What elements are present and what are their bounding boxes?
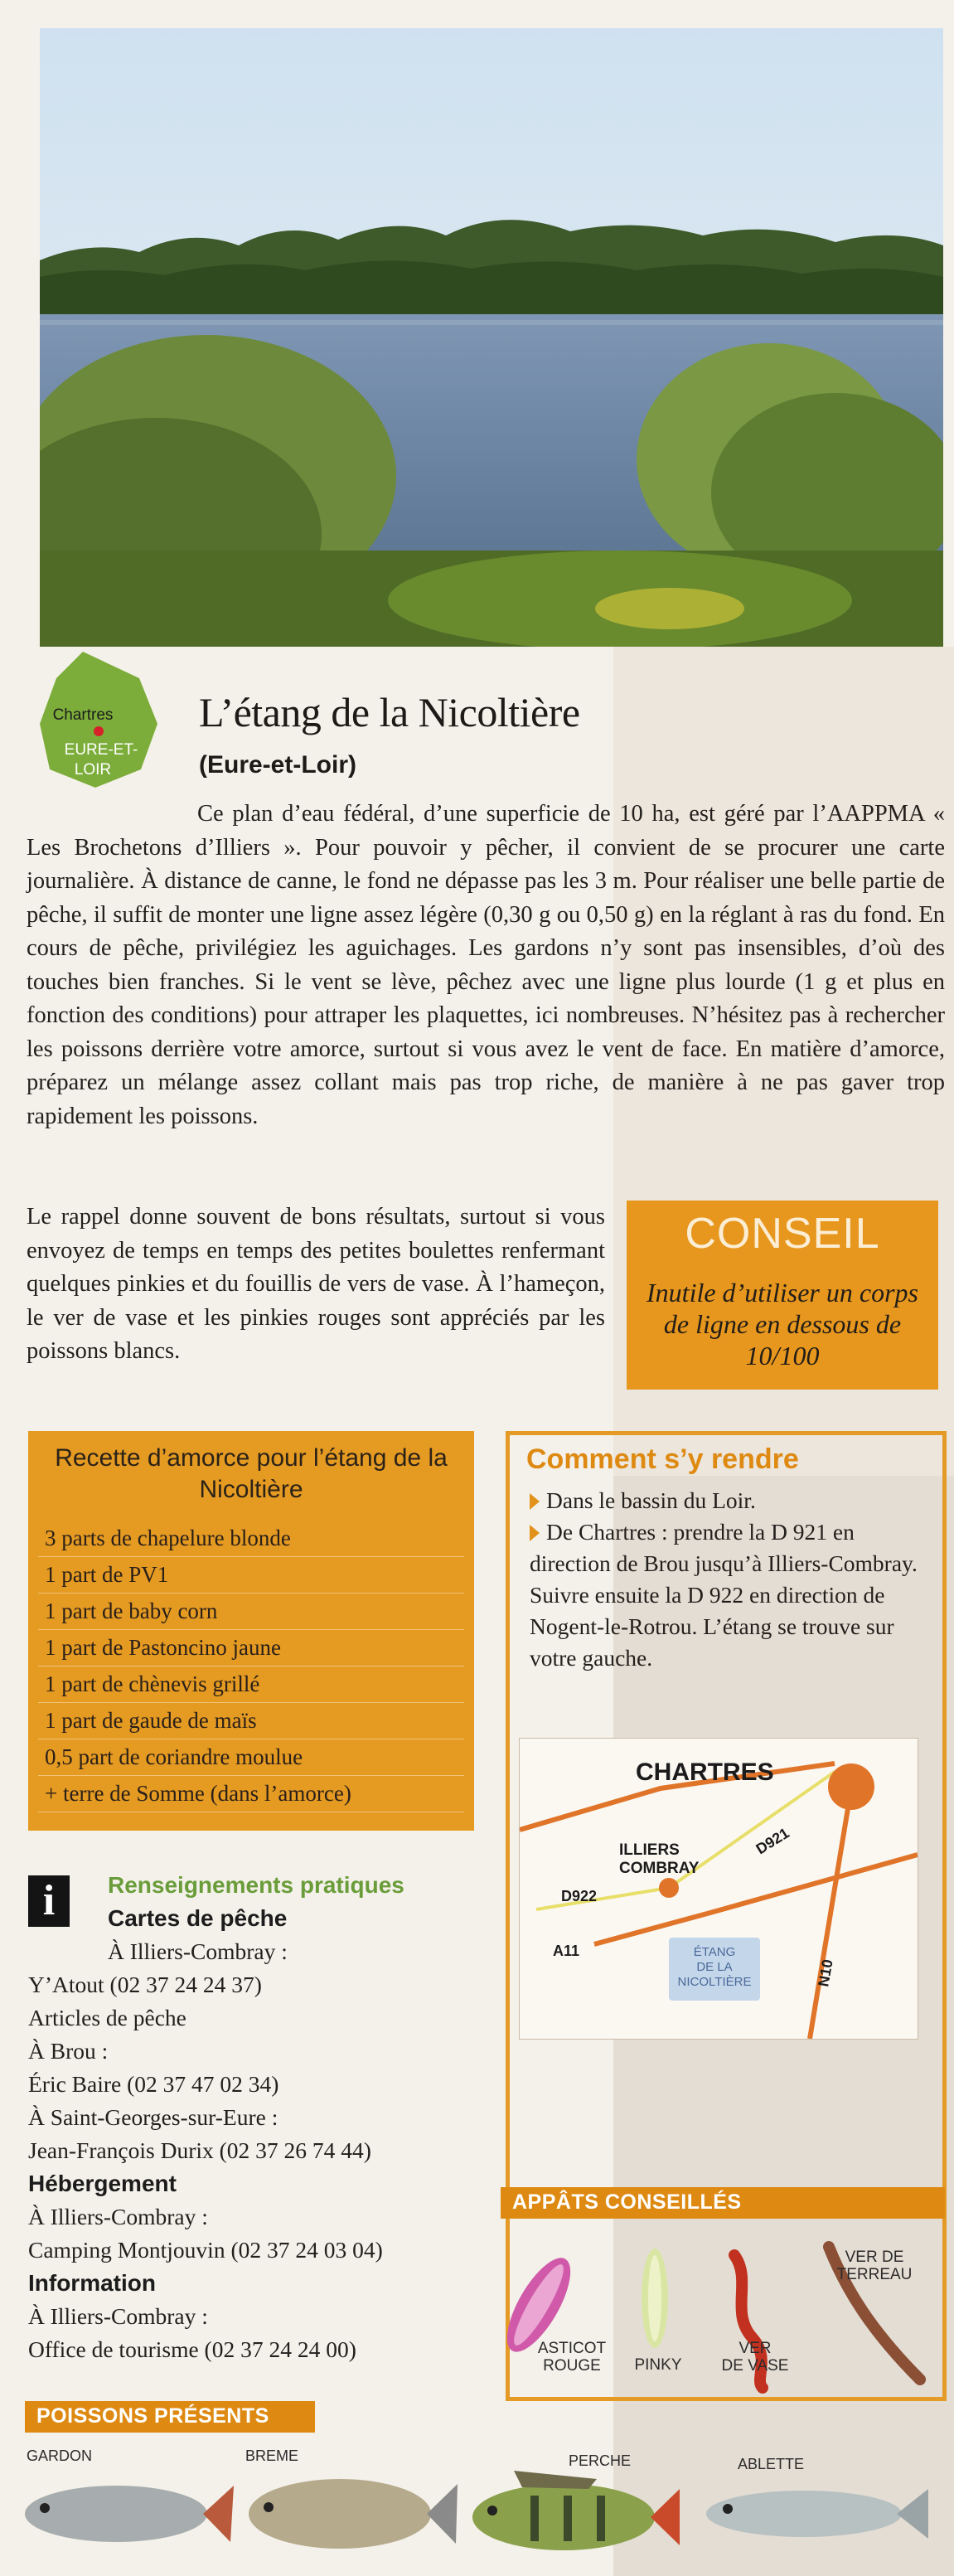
body-paragraph: Le rappel donne souvent de bons résultats, surtout si vous envoyez de temps en temps des petites boulettes renfermant quelques pinkies et du fouillis de vers de vase. À l’hameçon, le ver de vase et les pinkies rouges sont appréciés par les poissons blancs. [27, 1204, 605, 1364]
bullet-arrow-icon [530, 1493, 540, 1510]
route-map [519, 1738, 918, 2040]
article-subtitle: (Eure-et-Loir) [199, 751, 356, 779]
bullet-arrow-icon [530, 1525, 540, 1541]
location-badge [33, 645, 174, 794]
map-lake-label-2: DE LA [696, 1960, 733, 1974]
recipe-list [38, 1521, 464, 1812]
info-line: Y’Atout (02 37 24 24 37) [28, 1972, 262, 1997]
recipe-item: 1 part de baby corn [38, 1594, 464, 1630]
map-d922-label: D922 [561, 1888, 598, 1904]
howto-step: Dans le bassin du Loir. [530, 1485, 936, 1516]
body-text [27, 1201, 605, 1369]
info-line: À Brou : [28, 2038, 109, 2064]
recipe-box [28, 1431, 474, 1831]
conseil-box [627, 1201, 938, 1390]
fish-illustrations [17, 2462, 945, 2570]
info-line: Camping Montjouvin (02 37 24 03 04) [28, 2237, 383, 2263]
howto-title: Comment s’y rendre [526, 1443, 799, 1475]
recipe-item: + terre de Somme (dans l’amorce) [38, 1776, 464, 1812]
recipe-item: 1 part de chènevis grillé [38, 1666, 464, 1703]
recipe-title: Recette d’amorce pour l’étang de la Nicoltière [55, 1444, 448, 1503]
fish-label: GARDON [27, 2447, 93, 2464]
badge-department-line2: LOIR [74, 761, 112, 779]
fish-label: PERCHE [569, 2452, 632, 2469]
asticot-label: ASTICOT ROUGE [537, 2340, 607, 2375]
article-title: L’étang de la Nicoltière [199, 689, 580, 735]
ver-de-terreau-label: VER DE TERREAU [836, 2249, 913, 2283]
map-n10-label: N10 [815, 1957, 836, 1988]
road-n10 [810, 1788, 851, 2039]
chartres-dot-icon [94, 726, 104, 736]
intro-text [27, 798, 945, 1133]
map-a11-label: A11 [553, 1943, 580, 1959]
poissons-heading: POISSONS PRÉSENTS [36, 2404, 269, 2428]
info-heading: Renseignements pratiques [108, 1872, 404, 1898]
info-line: Éric Baire (02 37 47 02 34) [28, 2071, 279, 2097]
info-line: À Illiers-Combray : [28, 2303, 208, 2329]
info-line: À Illiers-Combray : [28, 2204, 208, 2229]
appats-heading: APPÂTS CONSEILLÉS [512, 2190, 742, 2214]
info-icon: i [28, 1875, 70, 1927]
info-section-title: Cartes de pêche [108, 1905, 288, 1931]
info-line: À Illiers-Combray : [108, 1938, 288, 1964]
fish-label: ABLETTE [738, 2456, 805, 2472]
chartres-marker-icon [828, 1763, 874, 1810]
recipe-item: 3 parts de chapelure blonde [38, 1521, 464, 1557]
intro-paragraph: Ce plan d’eau fédéral, d’une superficie de 10 ha, est géré par l’AAPPMA « Les Brochetons d’Illiers ». Pour pouvoir y pêcher, il convient de se procurer une carte journalière. À distance de canne, le fond ne dépasse pas les 3 m. Pour réaliser une belle partie de pêche, il suffit de monter une ligne assez légère (0,30 g ou 0,50 g) en la réglant à ras du fond. En cours de pêche, privilégiez les aguichages. Les gardons n’y sont pas insensibles, d’où des touches bien franches. Si le vent se lève, pêchez avec une ligne plus lourde (1 g et plus en fonction des conditions) pour attraper les plaquettes, ici nombreuses. N’hésitez pas à rechercher les poissons derrière votre amorce, surtout si vous avez le vent de face. En matière d’amorce, préparez un mélange assez collant mais pas trop riche, de manière à ne pas gaver trop rapidement les poissons. [27, 801, 945, 1129]
info-line: Office de tourisme (02 37 24 24 00) [28, 2336, 356, 2362]
ablette-icon [706, 2489, 928, 2539]
practical-info [28, 1869, 492, 2366]
recipe-item: 1 part de Pastoncino jaune [38, 1630, 464, 1666]
recipe-item: 0,5 part de coriandre moulue [38, 1739, 464, 1776]
map-town-label-1: ILLIERS [619, 1841, 680, 1859]
badge-department-line1: EURE-ET- [64, 741, 138, 759]
map-d921-label: D921 [753, 1824, 792, 1858]
map-lake-label-3: NICOLTIÈRE [677, 1975, 752, 1989]
conseil-text: Inutile d’utiliser un corps de ligne en dessous de 10/100 [646, 1278, 918, 1370]
illiers-marker-icon [659, 1878, 679, 1898]
howto-steps [530, 1485, 936, 1674]
map-city-label: CHARTRES [636, 1759, 774, 1786]
lake-photo [40, 28, 943, 647]
breme-icon [249, 2479, 458, 2549]
map-town-label-2: COMBRAY [619, 1860, 700, 1877]
info-section-title: Information [28, 2270, 156, 2296]
appats-header [501, 2187, 945, 2219]
fish-label: BREME [245, 2447, 299, 2464]
gardon-icon [25, 2486, 234, 2542]
howto-step: De Chartres : prendre la D 921 en direction de Brou jusqu’à Illiers-Combray. Suivre ensuite la D 922 en direction de Nogent-le-Rotrou. L’étang se trouve sur votre gauche. [530, 1519, 918, 1671]
info-line: À Saint-Georges-sur-Eure : [28, 2104, 278, 2130]
pinky-label: PINKY [634, 2356, 682, 2374]
recipe-item: 1 part de gaude de maïs [38, 1703, 464, 1739]
poissons-header [25, 2401, 315, 2433]
info-line: Articles de pêche [28, 2005, 186, 2030]
info-section-title: Hébergement [28, 2171, 177, 2196]
recipe-item: 1 part de PV1 [38, 1557, 464, 1594]
perche-icon [472, 2471, 680, 2550]
conseil-heading: CONSEIL [685, 1210, 880, 1258]
info-line: Jean-François Durix (02 37 26 74 44) [28, 2137, 371, 2163]
pinky-icon [642, 2249, 668, 2348]
badge-city: Chartres [52, 706, 114, 724]
map-lake-label-1: ÉTANG [693, 1945, 736, 1959]
ver-de-vase-label: VER DE VASE [721, 2340, 789, 2375]
